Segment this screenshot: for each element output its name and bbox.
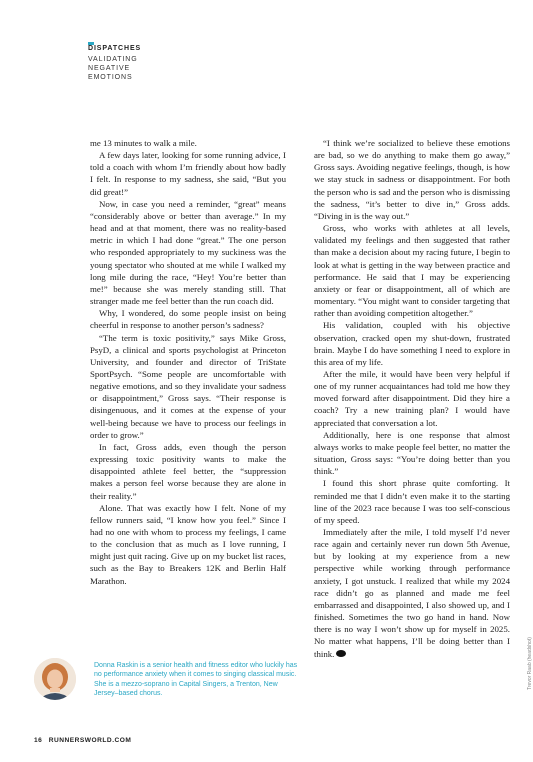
- author-bio: [34, 658, 502, 748]
- paragraph: Now, in case you need a reminder, “great” means “considerably above or better than average.” In my head and at that moment, there was no reality-based metric in which I had done “great.” The one person who responded appropriately to my suckiness was the young spectator who shouted at me while I walked my long mile during the race, “Hey! You’re better than me!” because she was merely standing still. That stranger made me feel better than the run coach did.: [90, 198, 286, 307]
- footer-site: RUNNERSWORLD.COM: [48, 737, 132, 744]
- paragraph: I found this short phrase quite comforting. It reminded me that I didn’t even make it to the starting line of the 2023 race because I was too self-conscious of my speed.: [314, 478, 510, 525]
- paragraph: “I think we’re socialized to believe these emotions are bad, so we do anything to make them go away,” Gross says. Avoiding negative feelings, though, is how we stay stuck in sadness or disappointment. For both the person who is sad and the person who is dismissing the sadness, “it’s better to dive in,” Gross adds. “Diving in is the way out.”: [314, 138, 510, 221]
- page-number: 16: [34, 737, 43, 744]
- paragraph: “The term is toxic positivity,” says Mike Gross, PsyD, a clinical and sports psychologist at Princeton University, and founder and director of TriState SportPsych. “Some people are uncomfortable with negative emotions, and so they invalidate your sadness or disappointment,” Gross says. “Their response is disingenuous, and it comes at the expense of your well-being because we have to process our feelings in order to grow.”: [90, 332, 286, 440]
- paragraph-text: Immediately after the mile, I told myself I’d never race again and certainly never run down 5th Avenue, but by looking at my experience from a new perspective while working through performance anxiety, I got unstuck. I realized that while my 2024 race didn’t go as planned and made me feel embarrassed and disappointed, I also showed up, and I finished. Sometimes the two go hand in hand. Now there is no way I won’t show up for myself in 2025. No matter what happens, I’ll be doing better than I think.: [314, 527, 510, 659]
- paragraph: Gross, who works with athletes at all levels, validated my feelings and then suggested that rather than make a decision about my racing future, I begin to look at what is getting in the way between practice and performance. He said that I may be experiencing anxiety or fear or disappointment, all of which are momentary. “You might want to consider targeting that rather than avoiding competition altogether.”: [314, 223, 510, 319]
- author-bio-text: Donna Raskin is a senior health and fitness editor who luckily has no performance anxiety when it comes to singing classical music. She is a mezzo-soprano in Capital Singers, a Trenton, New Jersey–based chorus.: [94, 662, 298, 697]
- photo-credit: Trevor Raab (headshot): [527, 637, 533, 690]
- page-footer: [34, 737, 131, 744]
- paragraph: Alone. That was exactly how I felt. None of my fellow runners said, “I know how you feel.” Since I had no one with whom to process my feelings, I came to the conclusion that as much as I love running, I might just quit racing. Give up on my bucket list races, such as the Bay to Breakers 12K and Berlin Half Marathon.: [90, 502, 286, 586]
- paragraph: Why, I wondered, do some people insist on being cheerful in response to another person’s sadness?: [90, 308, 286, 331]
- paragraph: A few days later, looking for some running advice, I told a coach with whom I’m friendly about how badly I felt. In response to my sadness, she said, “But you did great!”: [90, 150, 286, 197]
- paragraph: Additionally, here is one response that almost always works to make people feel better, no matter the situation, Gross says: “You’re doing better than you think.”: [314, 429, 510, 477]
- paragraph: His validation, coupled with his objective observation, cracked open my shut-down, frustrated brain. Maybe I do have something I need to explore in this area of my life.: [314, 320, 510, 367]
- paragraph-last: [314, 526, 510, 660]
- subsection-label: [88, 55, 138, 83]
- paragraph: After the mile, it would have been very helpful if one of my runner acquaintances had told me how they moved forward after disappointment. Did they hire a coach? Try a new training plan? I would have appreciated that conversation a lot.: [314, 368, 510, 428]
- section-label: DISPATCHES: [88, 45, 142, 52]
- subsection-line: VALIDATING: [88, 56, 138, 63]
- end-mark-icon: [336, 650, 346, 657]
- article-column-right: [314, 137, 510, 660]
- paragraph: me 13 minutes to walk a mile.: [90, 138, 197, 148]
- subsection-line: EMOTIONS: [88, 74, 133, 82]
- author-avatar: [34, 658, 76, 700]
- subsection-line: NEGATIVE: [88, 65, 131, 73]
- paragraph: In fact, Gross adds, even though the person expressing toxic positivity wants to make the disappointed athlete feel better, the “suppression makes a person feel worse because they are alone in their reality.”: [90, 441, 286, 501]
- article-column-left: [90, 137, 286, 587]
